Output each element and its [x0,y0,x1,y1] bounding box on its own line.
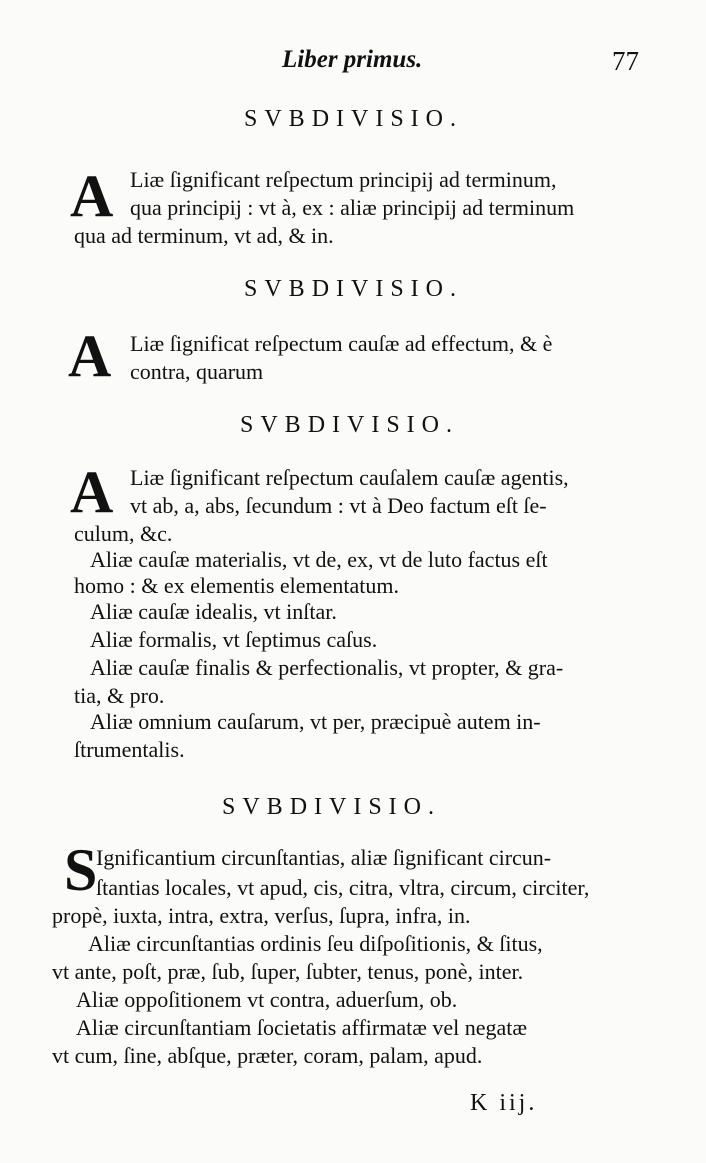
text-line: Aliæ cauſæ idealis, vt inſtar. [90,599,337,624]
drop-cap: A [70,459,114,525]
text-line: Liæ ſignificant reſpectum principij ad terminum, [130,167,557,192]
text-line: vt cum, ſine, abſque, præter, coram, palam, apud. [52,1043,483,1068]
drop-cap: A [68,323,112,389]
section-heading: SVBDIVISIO. [222,794,442,820]
text-line: Ignificantium circunſtantias, aliæ ſignificant circun- [96,845,552,870]
text-line: Aliæ formalis, vt ſeptimus caſus. [90,627,378,652]
section-heading: SVBDIVISIO. [244,276,464,302]
text-line: culum, &c. [74,521,173,546]
text-line: Liæ ſignificat reſpectum cauſæ ad effectum, & è [130,331,553,356]
text-line: Aliæ oppoſitionem vt contra, aduerſum, ob. [76,987,458,1012]
text-line: contra, quarum [130,359,264,384]
text-line: Liæ ſignificant reſpectum cauſalem cauſæ agentis, [130,465,569,490]
text-line: qua principij : vt à, ex : aliæ principij ad terminum [130,195,575,220]
text-line: ſtrumentalis. [74,737,185,762]
text-line: Aliæ cauſæ finalis & perfectionalis, vt propter, & gra- [90,655,564,680]
text-line: ſtantias locales, vt apud, cis, citra, vltra, circum, circiter, [96,875,590,900]
text-line: propè, iuxta, intra, extra, verſus, ſupra, infra, in. [52,903,471,928]
drop-cap: A [70,163,114,229]
text-line: qua ad terminum, vt ad, & in. [74,223,334,248]
text-line: homo : & ex elementis elementatum. [74,573,400,598]
text-line: vt ante, poſt, præ, ſub, ſuper, ſubter, tenus, ponè, inter. [52,959,524,984]
text-line: Aliæ cauſæ materialis, vt de, ex, vt de luto factus eſt [90,547,548,572]
page-number: 77 [612,46,639,76]
text-line: Aliæ omnium cauſarum, vt per, præcipuè autem in- [90,709,541,734]
text-line: Aliæ circunſtantias ordinis ſeu diſpoſitionis, & ſitus, [88,931,543,956]
signature-mark: K iij. [470,1090,538,1116]
drop-cap: S [64,837,98,903]
section-heading: SVBDIVISIO. [244,106,464,132]
text-line: Aliæ circunſtantiam ſocietatis affirmatæ vel negatæ [76,1015,528,1040]
text-line: vt ab, a, abs, ſecundum : vt à Deo factum eſt ſe- [130,493,547,518]
section-heading: SVBDIVISIO. [240,412,460,438]
running-head: Liber primus. [282,46,423,73]
text-line: tia, & pro. [74,683,165,708]
